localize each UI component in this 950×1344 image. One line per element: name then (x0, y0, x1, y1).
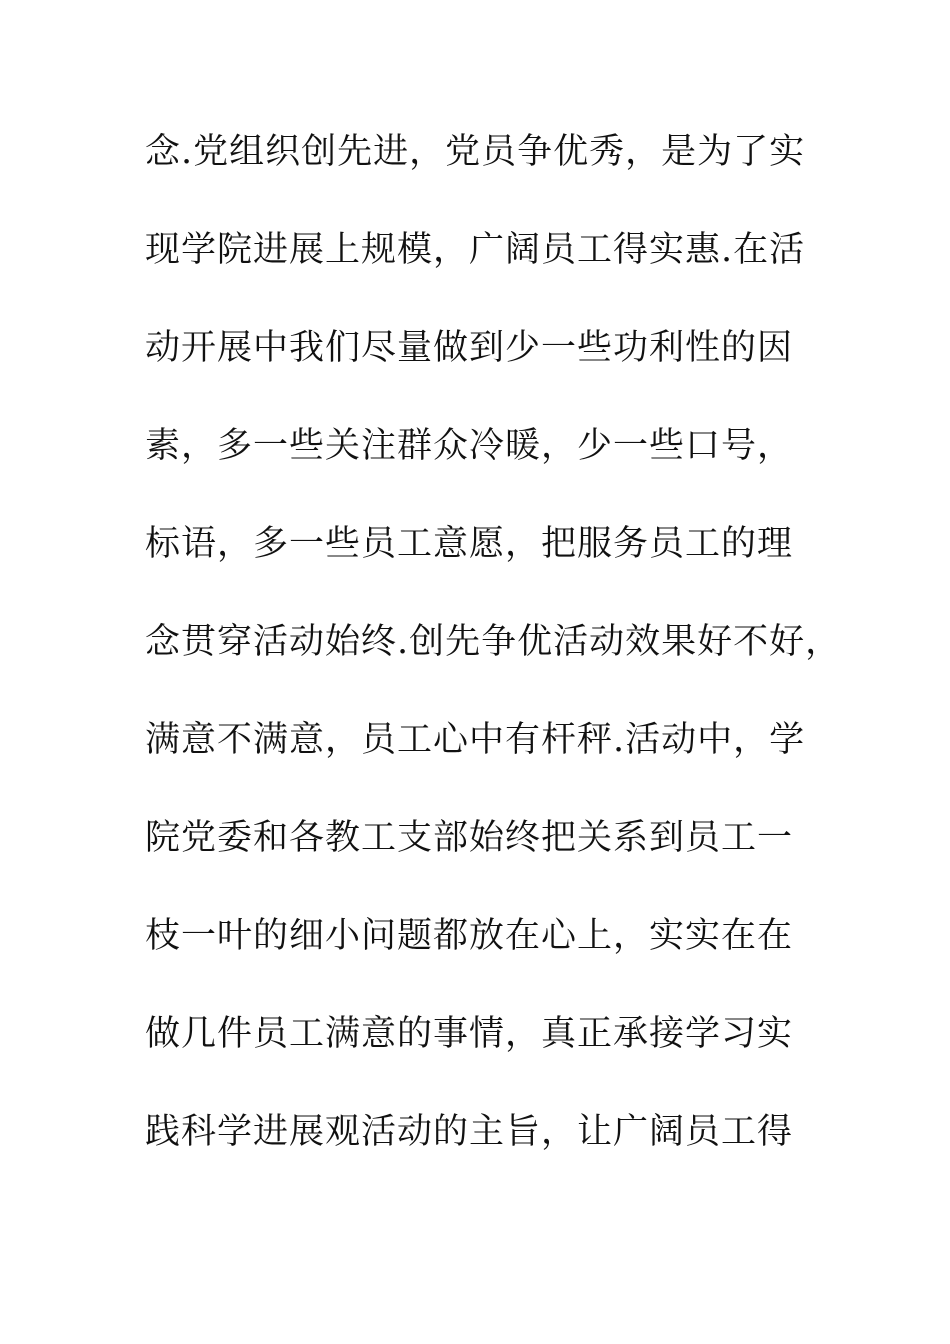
text-line: 素，多一些关注群众冷暖，少一些口号， (145, 426, 794, 466)
text-line: 枝一叶的细小问题都放在心上，实实在在 (145, 916, 794, 956)
text-line: 念贯穿活动始终.创先争优活动效果好不好， (145, 622, 842, 662)
text-line: 满意不满意，员工心中有杆秤.活动中，学 (145, 720, 806, 760)
text-line: 现学院进展上规模，广阔员工得实惠.在活 (145, 230, 806, 270)
text-line: 念.党组织创先进，党员争优秀，是为了实 (145, 132, 806, 172)
text-line: 动开展中我们尽量做到少一些功利性的因 (145, 328, 794, 368)
text-line: 践科学进展观活动的主旨，让广阔员工得 (145, 1112, 794, 1152)
text-line: 标语，多一些员工意愿，把服务员工的理 (145, 524, 794, 564)
text-line: 做几件员工满意的事情，真正承接学习实 (145, 1014, 794, 1054)
text-line: 院党委和各教工支部始终把关系到员工一 (145, 818, 794, 858)
